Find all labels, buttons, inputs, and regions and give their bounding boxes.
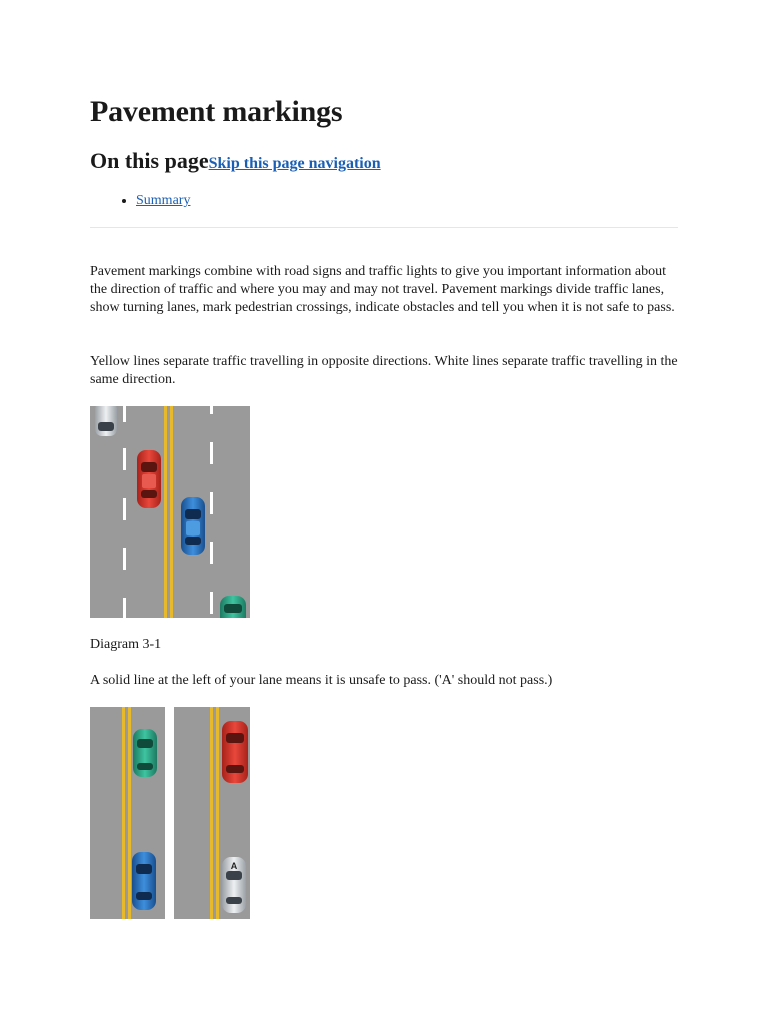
divider — [90, 227, 678, 228]
teal-car — [220, 596, 246, 618]
blue-car — [181, 497, 205, 555]
skip-navigation-link[interactable]: Skip this page navigation — [208, 155, 381, 172]
white-solid-line — [165, 707, 174, 919]
on-this-page-label: On this page — [90, 148, 209, 173]
diagram-solid-line-image — [90, 707, 250, 919]
page-navigation-list — [90, 191, 190, 211]
solid-line-paragraph: A solid line at the left of your lane means it is unsafe to pass. ('A' should not pass.) — [90, 673, 553, 688]
list-item — [136, 191, 190, 211]
red-car — [222, 721, 248, 783]
toc-link-summary[interactable]: Summary — [136, 193, 191, 208]
diagram-3-1-caption: Diagram 3-1 — [90, 637, 162, 652]
page-title: Pavement markings — [90, 95, 343, 128]
red-car — [137, 450, 161, 508]
car-label-a: A — [230, 861, 238, 871]
intro-paragraph: Pavement markings combine with road signs and traffic lights to give you important information about the direction of traffic and where you may and may not travel. Pavement markings divide traffic lanes, show turning lanes, mark pedestrian crossings, indicate obstacles and tell you when it is not safe to pass. — [90, 264, 675, 315]
blue-car — [132, 852, 156, 910]
on-this-page-heading — [90, 146, 381, 176]
silver-car-a — [222, 857, 246, 913]
line-colors-paragraph: Yellow lines separate traffic travelling in opposite directions. White lines separate traffic travelling in the same direction. — [90, 354, 678, 387]
silver-car — [95, 406, 117, 436]
teal-car — [133, 729, 157, 777]
diagram-3-1-image — [90, 406, 250, 618]
